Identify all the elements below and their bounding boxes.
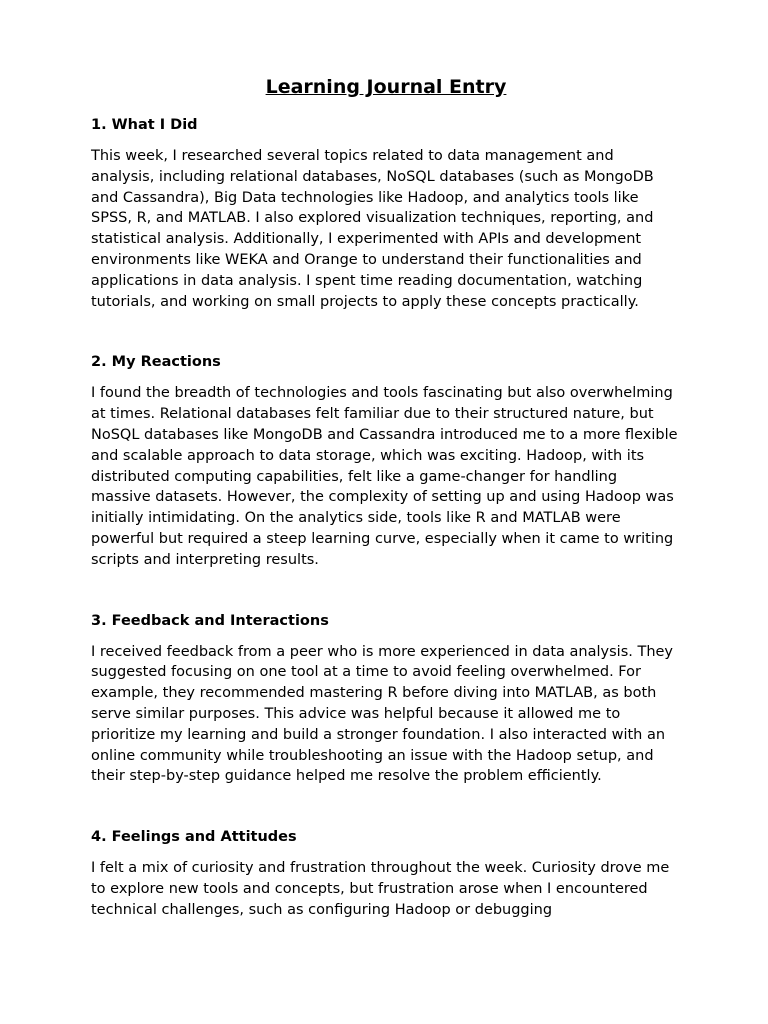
section-body: This week, I researched several topics related to data management and analysis, including relational databases, NoSQL databases (such as MongoDB and Cassandra), Big Data technologies like Hadoop, and analytics tools like SPSS, R, and MATLAB. I also explored visualization techniques, reporting, and statistical analysis. Additionally, I experimented with APIs and development environments like WEKA and Orange to understand their functionalities and applications in data analysis. I spent time reading documentation, watching tutorials, and working on small projects to apply these concepts practically. — [91, 148, 654, 310]
section-feedback-and-interactions — [91, 612, 681, 788]
section-what-i-did — [91, 116, 681, 312]
journal-page — [91, 74, 681, 962]
section-body: I received feedback from a peer who is more experienced in data analysis. They suggested focusing on one tool at a time to avoid feeling overwhelmed. For example, they recommended mastering R before diving into MATLAB, as both serve similar purposes. This advice was helpful because it allowed me to prioritize my learning and build a stronger foundation. I also interacted with an online community while troubleshooting an issue with the Hadoop setup, and their step-by-step guidance helped me resolve the problem efficiently. — [91, 643, 674, 785]
section-my-reactions — [91, 353, 681, 570]
section-heading: 1. What I Did — [91, 117, 198, 133]
page-title: Learning Journal Entry — [265, 76, 507, 98]
section-heading: 3. Feedback and Interactions — [91, 612, 329, 629]
section-heading: 4. Feelings and Attitudes — [91, 829, 297, 846]
section-body: I felt a mix of curiosity and frustration throughout the week. Curiosity drove me to explore new tools and concepts, but frustration arose when I encountered technical challenges, such as configuring Hadoop or debugging — [91, 860, 670, 918]
section-heading: 2. My Reactions — [91, 354, 221, 371]
section-feelings-and-attitudes — [91, 828, 681, 920]
section-body: I found the breadth of technologies and tools fascinating but also overwhelming at times. Relational databases felt familiar due to their structured nature, but NoSQL databases like MongoDB and Cassandra introduced me to a more flexible and scalable approach to data storage, which was exciting. Hadoop, with its distributed computing capabilities, felt like a game-changer for handling massive datasets. However, the complexity of setting up and using Hadoop was initially intimidating. On the analytics side, tools like R and MATLAB were powerful but required a steep learning curve, especially when it came to writing scripts and interpreting results. — [91, 385, 678, 568]
